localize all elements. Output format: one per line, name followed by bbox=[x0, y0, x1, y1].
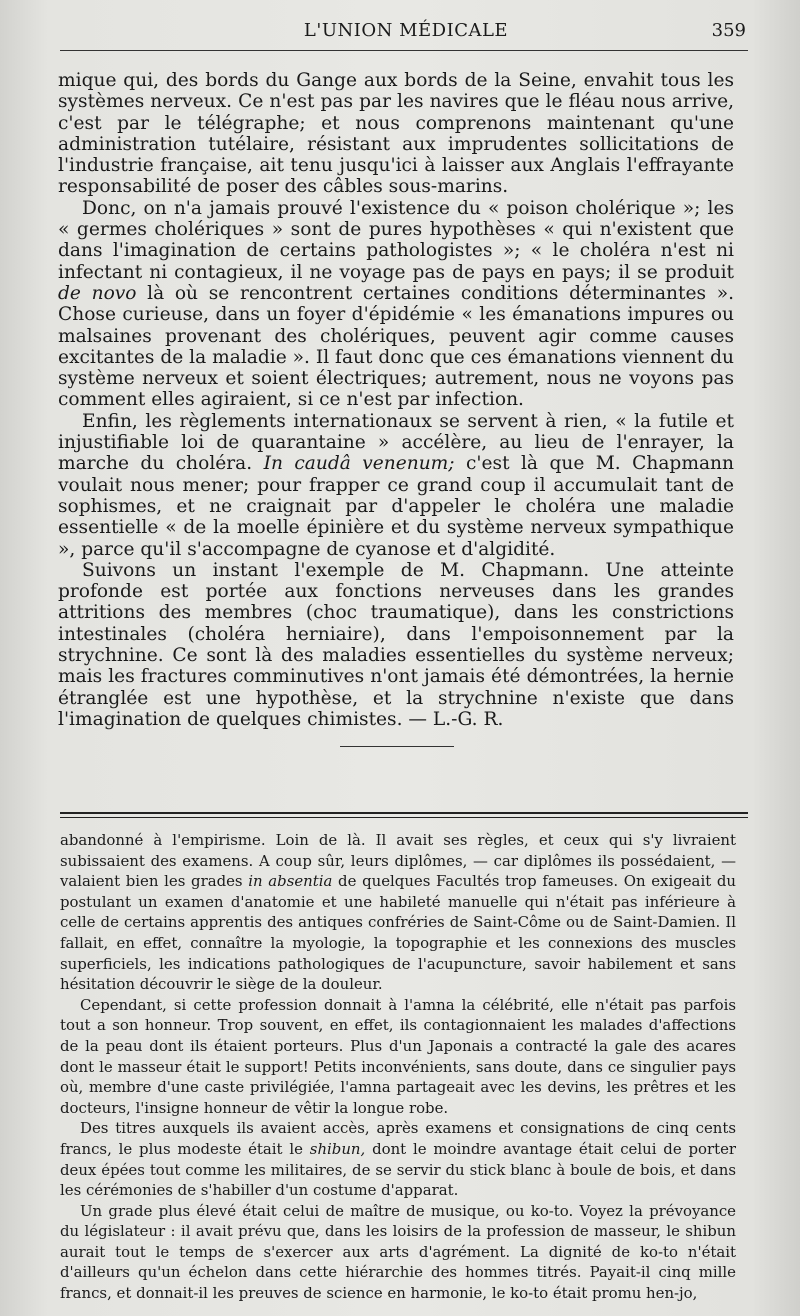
running-title: L'UNION MÉDICALE bbox=[303, 20, 509, 41]
footnote-paragraph: Un grade plus élevé était celui de maître de musique, ou ko-to. Voyez la prévoyance du législateur : il avait prévu que, dans les loisirs de la profession de masseur, le shibun aurait tout le temps de s'exercer aux arts d'agrément. La dignité de ko-to n'était d'ailleurs qu'un échelon dans cette hiérarchie des hommes titrés. Payait-il cinq mille francs, et donnait-il les preuves de science en harmonie, le ko-to était promu hen-jo, bbox=[60, 1201, 736, 1303]
footnote-rule bbox=[60, 812, 748, 818]
section-separator bbox=[340, 746, 454, 747]
text-run: dont le moindre avantage était celui de porter deux épées tout comme les militaires, de se servir du stick blanc à boule de bois, et dans les cérémonies de s'habiller d'un costume d'apparat. bbox=[60, 1139, 736, 1200]
footnote-paragraph bbox=[60, 1118, 736, 1200]
page-number: 359 bbox=[711, 20, 746, 41]
header-rule bbox=[60, 50, 748, 51]
text-run: abandonné à l'empirisme. Loin de là. Il avait ses règles, et ceux qui s'y livraient subissaient des examens. A coup sûr, leurs diplômes, — car diplômes ils possédaient, — valaient bien les grades bbox=[60, 831, 736, 891]
text-run: Donc, on n'a jamais prouvé l'existence du « poison cholérique »; les « germes cholériques » sont de pures hypothèses « qui n'existent que dans l'imagination de certains pathologistes »; « le choléra n'est ni infectant ni contagieux, il ne voyage pas de pays en pays; il se produit bbox=[58, 197, 734, 283]
text-run: Enfin, les règlements internationaux se servent à rien, « la futile et injustifiable loi de quarantaine » accélère, au lieu de l'enrayer, la marche du choléra. bbox=[58, 410, 734, 475]
text-run: c'est là que M. Chapmann voulait nous mener; pour frapper ce grand coup il accumulait tant de sophismes, et ne craignait par d'appeler le choléra une maladie essentielle « de la moelle épinière et du système nerveux sympathique », parce qu'il s'accompagne de cyanose et d'algidité. bbox=[58, 453, 734, 560]
paragraph bbox=[58, 411, 734, 560]
main-text bbox=[58, 70, 734, 730]
italic-phrase: shibun, bbox=[309, 1139, 366, 1158]
italic-phrase: in absentia bbox=[248, 872, 333, 891]
italic-phrase: In caudâ venenum; bbox=[263, 453, 455, 475]
paragraph: mique qui, des bords du Gange aux bords de la Seine, envahit tous les systèmes nerveux. Ce n'est pas par les navires que le fléau nous arrive, c'est par le télégraphe; et nous comprenons maintenant qu'une administration tutélaire, résistant aux imprudentes sollicitations de l'industrie française, ait tenu jusqu'ici à laisser aux Anglais l'effrayante responsabilité de poser des câbles sous-marins. bbox=[58, 70, 734, 198]
text-run: de quelques Facultés trop fameuses. On exigeait du postulant un examen d'anatomie et une habileté manuelle qui n'était pas inférieure à celle de certains apprentis des antiques confréries de Saint-Côme ou de Saint-Damien. Il fallait, en effet, connaître la myologie, la topographie et les connexions des muscles superficiels, les indications pathologiques de l'acupuncture, savoir habilement et sans hésitation découvrir le siège de la douleur. bbox=[60, 872, 736, 994]
text-run: là où se rencontrent certaines conditions déterminantes ». Chose curieuse, dans un foyer d'épidémie « les émanations impures ou malsaines provenant des cholériques, peuvent agir comme causes excitantes de la maladie ». Il faut donc que ces émanations viennent du système nerveux et soient électriques; autrement, nous ne voyons pas comment elles agiraient, si ce n'est par infection. bbox=[58, 282, 735, 411]
paragraph bbox=[58, 198, 734, 411]
italic-phrase: de novo bbox=[58, 282, 137, 304]
footnote-paragraph: Cependant, si cette profession donnait à l'amna la célébrité, elle n'était pas parfois tout a son honneur. Trop souvent, en effet, ils contagionnaient les malades d'affections de la peau dont ils étaient porteurs. Plus d'un Japonais a contracté la gale des acares dont le masseur était le support! Petits inconvénients, sans doute, dans ce singulier pays où, membre d'une caste privilégiée, l'amna partageait avec les devins, les prêtres et les docteurs, l'insigne honneur de vêtir la longue robe. bbox=[60, 995, 736, 1117]
text-run: Des titres auxquels ils avaient accès, après examens et consignations de cinq cents francs, le plus modeste était le bbox=[60, 1119, 736, 1158]
page-header bbox=[60, 20, 752, 46]
footnote-text bbox=[60, 830, 736, 1304]
footnote-paragraph bbox=[60, 830, 736, 995]
paragraph: Suivons un instant l'exemple de M. Chapmann. Une atteinte profonde est portée aux fonctions nerveuses dans les grandes attritions des membres (choc traumatique), dans les constrictions intestinales (choléra herniaire), dans l'empoisonnement par la strychnine. Ce sont là des maladies essentielles du système nerveux; mais les fractures comminutives n'ont jamais été démontrées, la hernie étranglée est une hypothèse, et la strychnine n'existe que dans l'imagination de quelques chimistes. — L.-G. R. bbox=[58, 559, 734, 730]
